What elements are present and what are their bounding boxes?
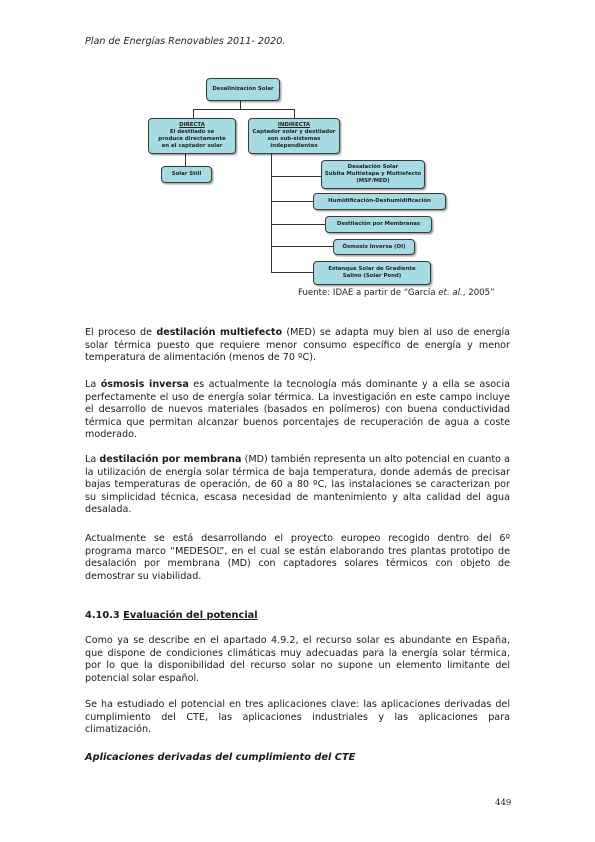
paragraph-aplicaciones: Se ha estudiado el potencial en tres aplicaciones clave: las aplicaciones derivadas del cumplimiento del CTE, las aplicaciones industriales y las aplicaciones para climatización.: [85, 699, 510, 736]
node-humidificacion: Humidificación-Deshumidificación: [313, 193, 446, 210]
section-heading: 4.10.3 Evaluación del potencial: [85, 610, 258, 621]
connector: [271, 154, 272, 273]
connector: [193, 109, 295, 110]
paragraph-recurso-solar: Como ya se describe en el apartado 4.9.2, el recurso solar es abundante en España, que dispone de condiciones climáticas muy adecuadas para la energía solar térmica, por lo que la disponibilidad del recurso solar no supone un elemento limitante del potencial solar español.: [85, 635, 510, 684]
node-msf-med: Desalación Solar Súbita Multietapa y Multiefecto (MSF/MED): [321, 160, 425, 189]
node-indirecta: INDIRECTA Captador solar y destilador son sub-sistemas independientes: [248, 118, 340, 154]
connector: [271, 176, 321, 177]
node-root: Desalinización Solar: [206, 78, 280, 101]
node-solar-still: Solar Still: [161, 166, 212, 183]
connector: [193, 109, 194, 118]
figure-source: Fuente: IDAE a partir de “García et. al., 2005”: [298, 288, 495, 298]
paragraph-osmosis: La ósmosis inversa es actualmente la tecnología más dominante y a ella se asocia perfectamente el uso de energía solar térmica. La investigación en este campo incluye el desarrollo de nuevos materiales (basados en polímeros) con buena conductividad térmica que permitan alcanzar buenos porcentajes de recuperación de agua a coste moderado.: [85, 379, 510, 441]
connector: [271, 201, 313, 202]
desalination-diagram: [0, 0, 595, 300]
connector: [294, 109, 295, 118]
page-number: 449: [495, 798, 512, 808]
paragraph-membrana: La destilación por membrana (MD) también representa un alto potencial en cuanto a la utilización de energía solar térmica de baja temperatura, donde además de precisar bajas temperaturas de operación, de 60 a 80 ºC, las instalaciones se caracterizan por su simplicidad técnica, escasa necesidad de mantenimiento y alta calidad del agua desalada.: [85, 454, 510, 516]
paragraph-medesol: Actualmente se está desarrollando el proyecto europeo recogido dentro del 6º programa marco “MEDESOL”, en el cual se están elaborando tres plantas prototipo de desalación por membrana (MD) con captadores solares térmicos con objeto de demostrar su viabilidad.: [85, 533, 510, 582]
connector: [240, 101, 241, 109]
node-directa: DIRECTA El destilado se produce directamente en el captador solar: [148, 118, 236, 154]
connector: [271, 224, 325, 225]
connector: [185, 154, 186, 166]
node-osmosis-inversa: Ósmosis Inversa (OI): [333, 239, 415, 255]
node-destilacion-membranas: Destilación por Membranas: [325, 216, 432, 233]
connector: [271, 246, 333, 247]
paragraph-med: El proceso de destilación multiefecto (MED) se adapta muy bien al uso de energía solar térmica puesto que requiere menor consumo específico de energía y menor temperatura de alimentación (menos de 70 ºC).: [85, 327, 511, 364]
connector: [271, 272, 313, 273]
node-solar-pond: Estanque Solar de Gradiente Salino (Solar Pond): [313, 261, 431, 285]
subsection-heading: Aplicaciones derivadas del cumplimiento del CTE: [85, 752, 356, 763]
document-header: Plan de Energías Renovables 2011- 2020.: [85, 36, 286, 47]
